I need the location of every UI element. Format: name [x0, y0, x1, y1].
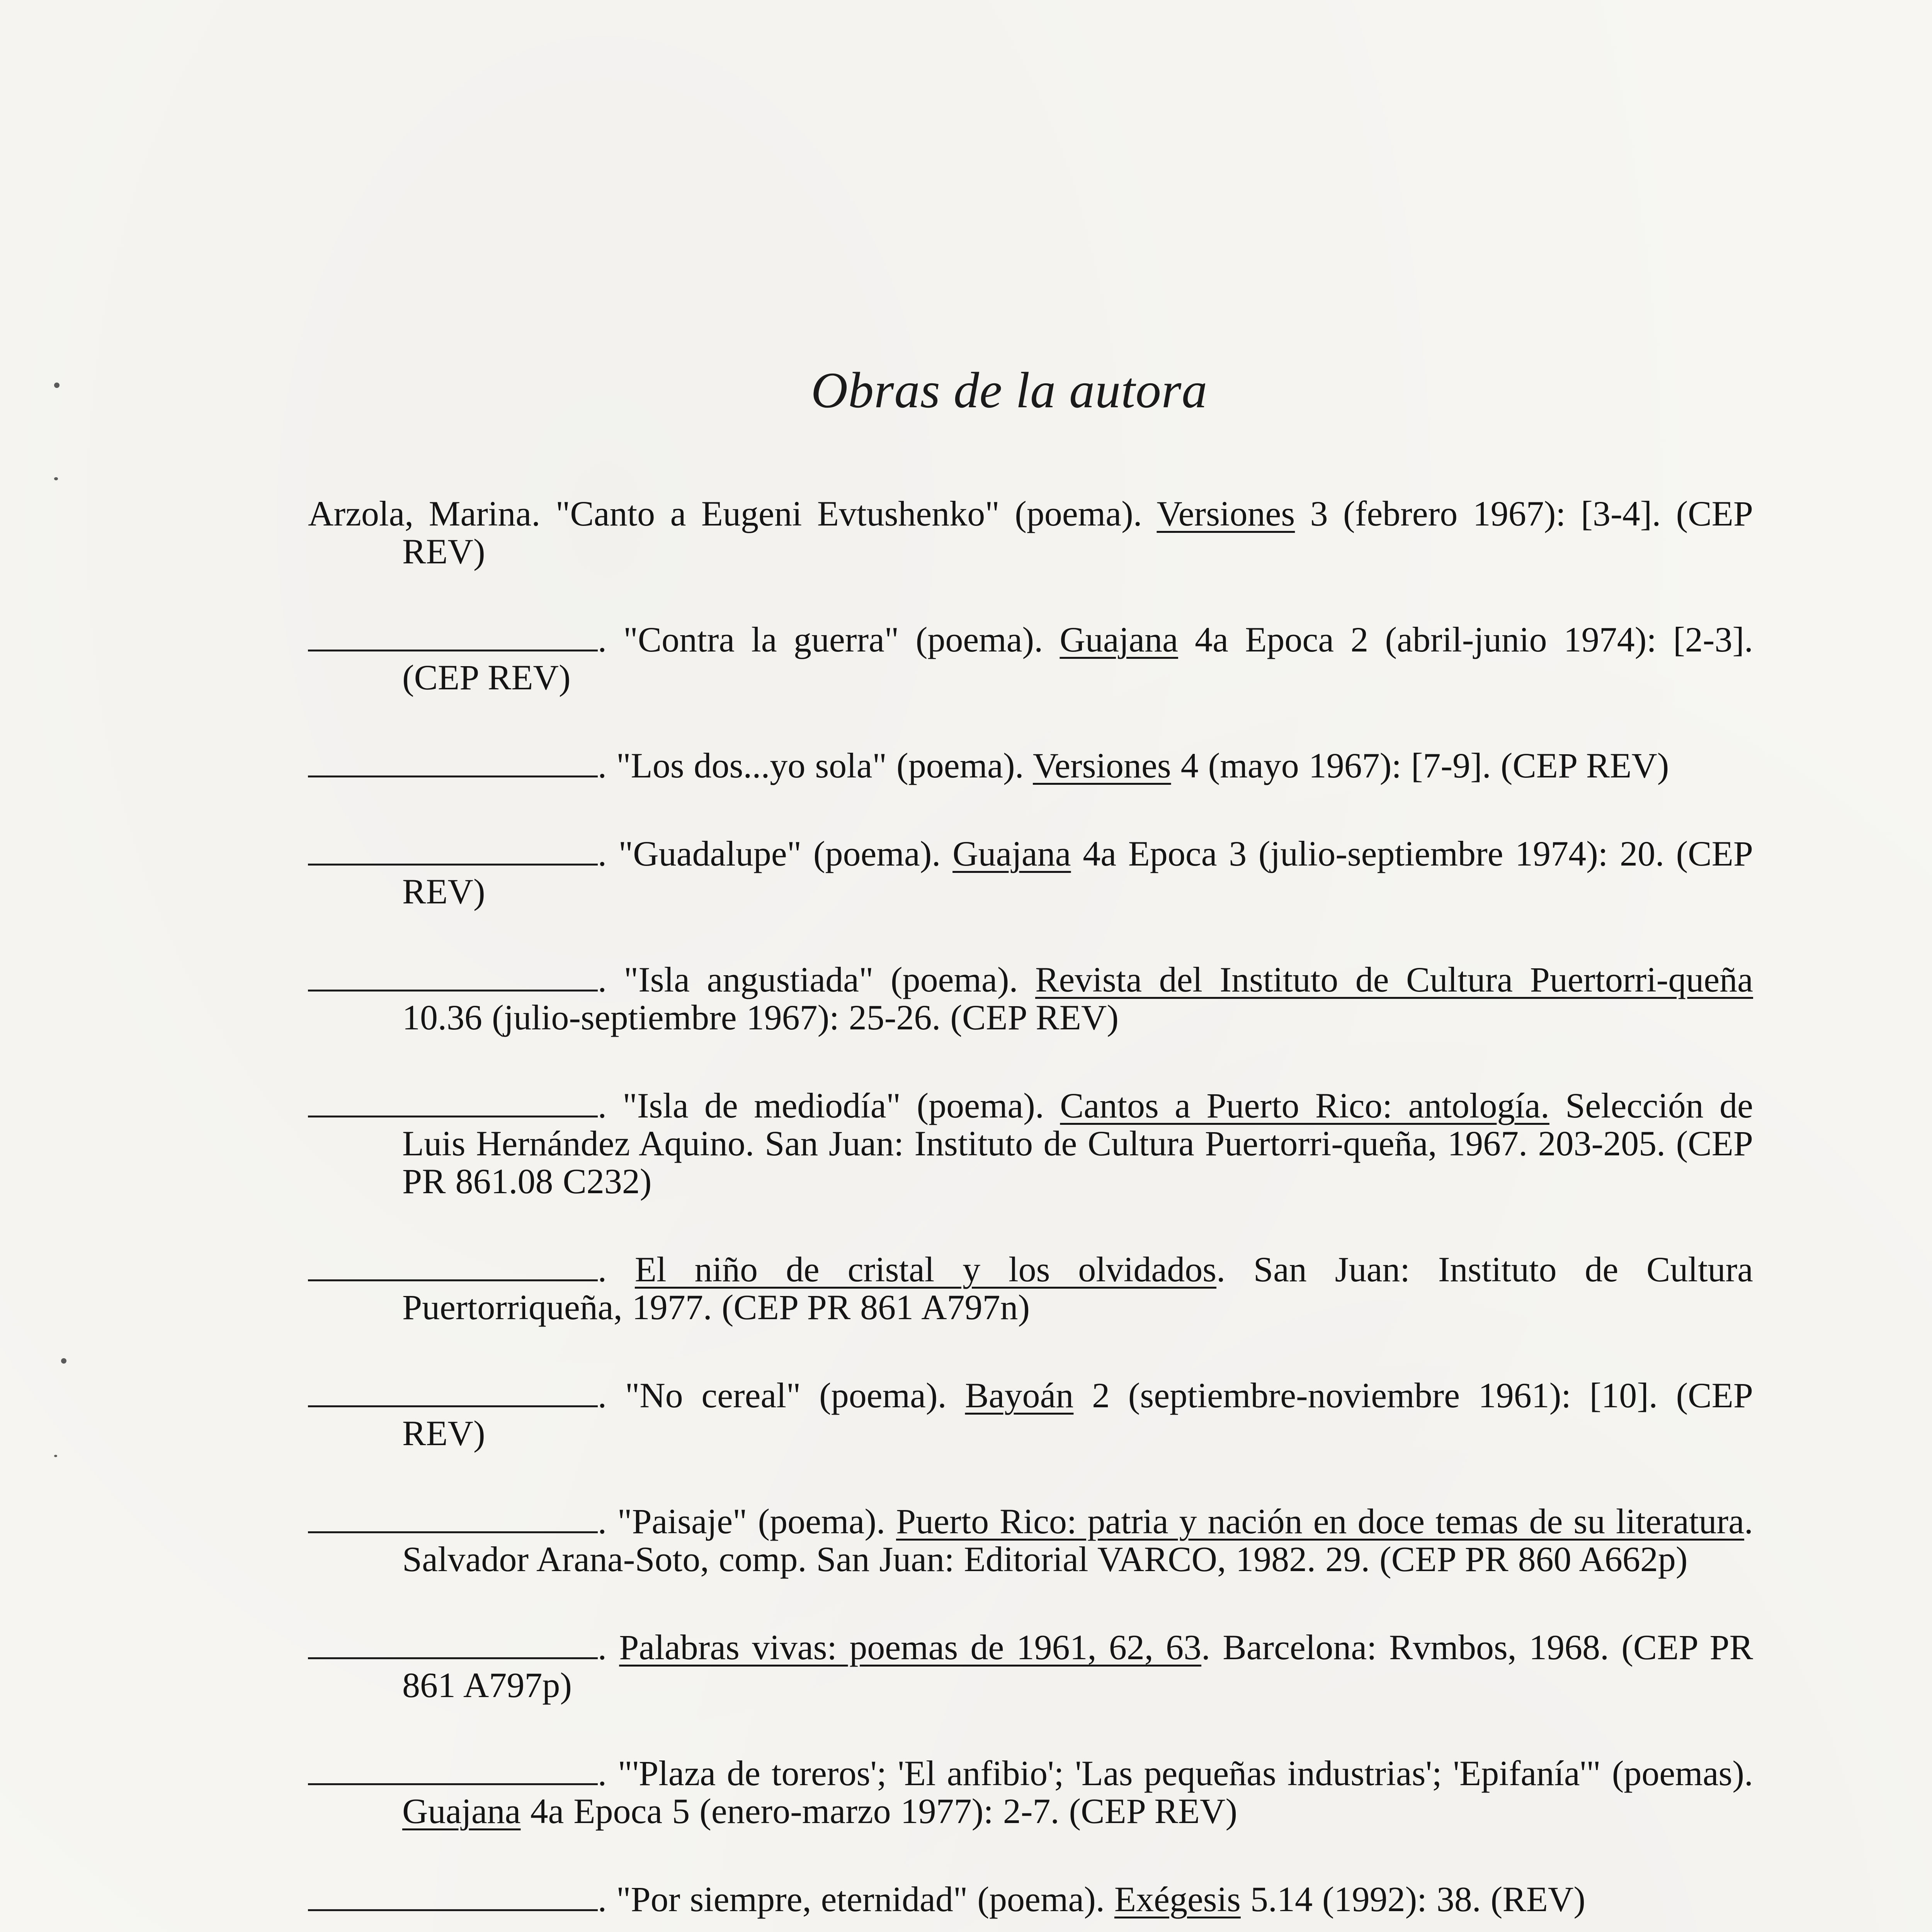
entry-text: . "Por siempre, eternidad" (poema).: [598, 1879, 1114, 1919]
bibliography-entry: [308, 495, 1753, 570]
author-repeat-line: [308, 1279, 598, 1281]
bibliography-entry: [308, 1250, 1753, 1326]
bibliography-entry: [308, 621, 1753, 696]
bibliography-entry: [308, 1754, 1753, 1830]
source-title: Revista del Instituto de Cultura Puertorri-queña: [1035, 960, 1753, 999]
entry-text: "Canto a Eugeni Evtushenko" (poema).: [540, 494, 1157, 533]
entry-details: 4a Epoca 5 (enero-marzo 1977): 2-7. (CEP REV): [520, 1791, 1238, 1831]
entry-text: . "Guadalupe" (poema).: [598, 834, 953, 873]
entry-text: . "Isla de mediodía" (poema).: [598, 1086, 1060, 1125]
author-repeat-line: [308, 1405, 598, 1407]
author-repeat-line: [308, 1531, 598, 1533]
bibliography-entry: [308, 1880, 1753, 1918]
entry-text: . "Isla angustiada" (poema).: [598, 960, 1036, 999]
entry-details: . Salvador Arana-Soto, comp. San Juan: Editorial VARCO, 1982. 29. (CEP PR 860 A662p): [402, 1502, 1753, 1579]
entry-details: 4a Epoca 3 (julio-septiembre 1974): 20. (CEP REV): [402, 834, 1753, 911]
entry-text: .: [598, 1250, 635, 1289]
scan-speck: [54, 383, 60, 388]
scan-speck: [54, 1455, 57, 1457]
entry-text: . "No cereal" (poema).: [598, 1376, 965, 1415]
entry-details: . Barcelona: Rvmbos, 1968. (CEP PR 861 A797p): [402, 1628, 1753, 1705]
source-title: Guajana: [952, 834, 1071, 873]
bibliography-entry: [308, 961, 1753, 1036]
author-repeat-line: [308, 1115, 598, 1117]
entry-details: 2 (septiembre-noviembre 1961): [10]. (CEP REV): [402, 1376, 1753, 1453]
entry-details: Selección de Luis Hernández Aquino. San Juan: Instituto de Cultura Puertorri-queña, 1967. 203-205. (CEP PR 861.08 C232): [402, 1086, 1753, 1201]
author-repeat-line: [308, 1783, 598, 1785]
bibliography-entry: [308, 1628, 1753, 1704]
author-name: Arzola, Marina.: [308, 494, 541, 533]
bibliography-list: [308, 495, 1753, 1932]
source-title: Versiones: [1032, 746, 1171, 785]
author-repeat-line: [308, 775, 598, 777]
entry-text: . "Contra la guerra" (poema).: [598, 620, 1060, 659]
author-repeat-line: [308, 863, 598, 866]
entry-details: 10.36 (julio-septiembre 1967): 25-26. (CEP REV): [402, 998, 1119, 1037]
source-title: Puerto Rico: patria y nación en doce temas de su literatura: [896, 1502, 1745, 1541]
source-title: Exégesis: [1114, 1879, 1241, 1919]
source-title: El niño de cristal y los olvidados: [634, 1250, 1217, 1289]
source-title: Cantos a Puerto Rico: antología.: [1060, 1086, 1549, 1125]
bibliography-entry: [308, 747, 1753, 784]
author-repeat-line: [308, 989, 598, 992]
source-title: Bayoán: [965, 1376, 1074, 1415]
author-repeat-line: [308, 1657, 598, 1659]
bibliography-entry: [308, 835, 1753, 910]
scan-speck: [54, 477, 58, 480]
entry-details: 3 (febrero 1967): [3-4]. (CEP REV): [402, 494, 1753, 571]
entry-details: 4a Epoca 2 (abril-junio 1974): [2-3]. (CEP REV): [402, 620, 1753, 697]
entry-text: . "Los dos...yo sola" (poema).: [598, 746, 1033, 785]
page-title: Obras de la autora: [811, 362, 1208, 418]
source-title: Versiones: [1156, 494, 1295, 533]
source-title: Guajana: [402, 1791, 521, 1831]
entry-text: .: [598, 1628, 619, 1667]
source-title: Palabras vivas: poemas de 1961, 62, 63: [619, 1628, 1202, 1667]
entry-details: . San Juan: Instituto de Cultura Puertorriqueña, 1977. (CEP PR 861 A797n): [402, 1250, 1753, 1327]
entry-details: 5.14 (1992): 38. (REV): [1240, 1879, 1586, 1919]
bibliography-entry: [308, 1376, 1753, 1452]
bibliography-entry: [308, 1502, 1753, 1578]
entry-details: 4 (mayo 1967): [7-9]. (CEP REV): [1171, 746, 1669, 785]
author-repeat-line: [308, 1909, 598, 1911]
author-repeat-line: [308, 649, 598, 651]
source-title: Guajana: [1060, 620, 1178, 659]
scan-speck: [61, 1358, 66, 1364]
entry-text: . "Paisaje" (poema).: [598, 1502, 896, 1541]
entry-text: . "'Plaza de toreros'; 'El anfibio'; 'Las pequeñas industrias'; 'Epifanía'" (poemas).: [598, 1753, 1753, 1793]
bibliography-entry: [308, 1087, 1753, 1200]
